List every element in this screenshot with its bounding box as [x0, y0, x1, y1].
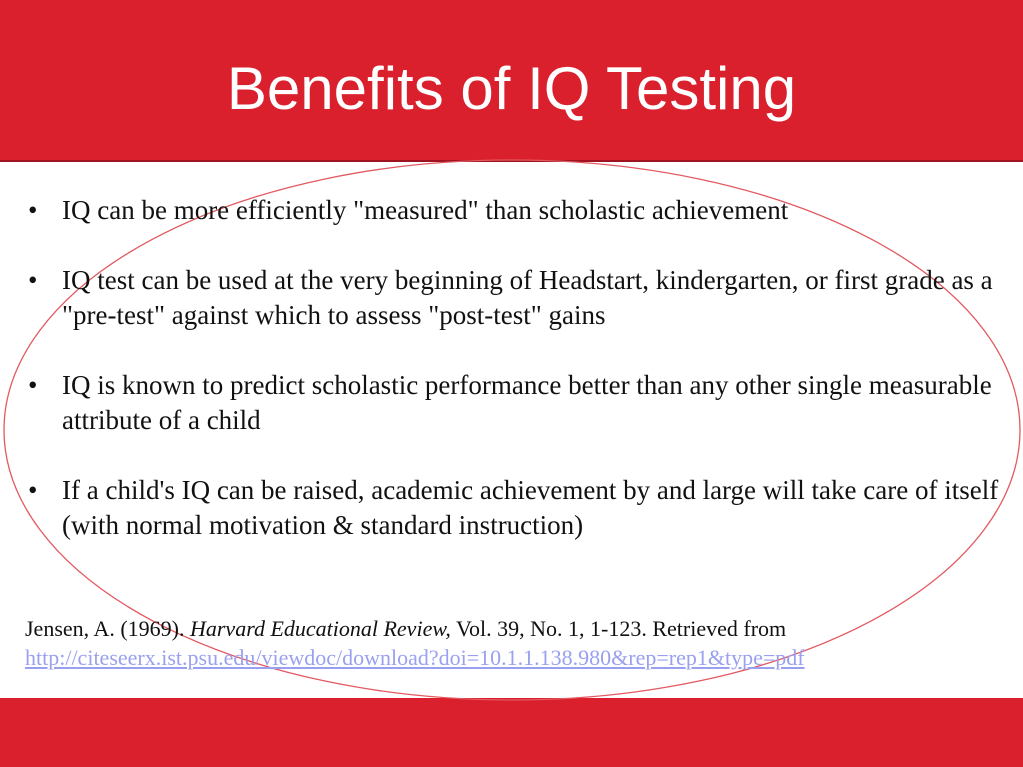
bullet-marker: •: [28, 475, 38, 505]
bullet-marker: •: [28, 265, 38, 295]
citation-prefix: Jensen, A. (1969).: [25, 616, 190, 641]
bullet-text: IQ is known to predict scholastic performance better than any other single measurable attribute of a child: [62, 370, 992, 435]
bullet-text: If a child's IQ can be raised, academic achievement by and large will take care of itself (with normal motivation & standard instruction): [62, 475, 999, 540]
footer-banner: [0, 698, 1023, 767]
bullet-marker: •: [28, 195, 38, 225]
bullet-list: [28, 193, 1003, 578]
bullet-text: IQ test can be used at the very beginning of Headstart, kindergarten, or first grade as a "pre-test" against which to assess "post-test" gains: [62, 265, 993, 330]
bullet-item-1: [28, 193, 1003, 228]
citation-details: Vol. 39, No. 1, 1-123. Retrieved from: [450, 616, 787, 641]
bullet-marker: •: [28, 370, 38, 400]
bullet-item-2: [28, 263, 1003, 333]
citation-journal: Harvard Educational Review,: [189, 616, 451, 641]
citation: [25, 614, 1005, 672]
bullet-item-4: [28, 473, 1003, 543]
bullet-text: IQ can be more efficiently "measured" than scholastic achievement: [62, 195, 789, 225]
title-banner: [0, 0, 1023, 162]
bullet-item-3: [28, 368, 1003, 438]
citation-link[interactable]: http://citeseerx.ist.psu.edu/viewdoc/download?doi=10.1.1.138.980&rep=rep1&type=pdf: [25, 645, 805, 670]
slide-title: Benefits of IQ Testing: [226, 55, 797, 122]
